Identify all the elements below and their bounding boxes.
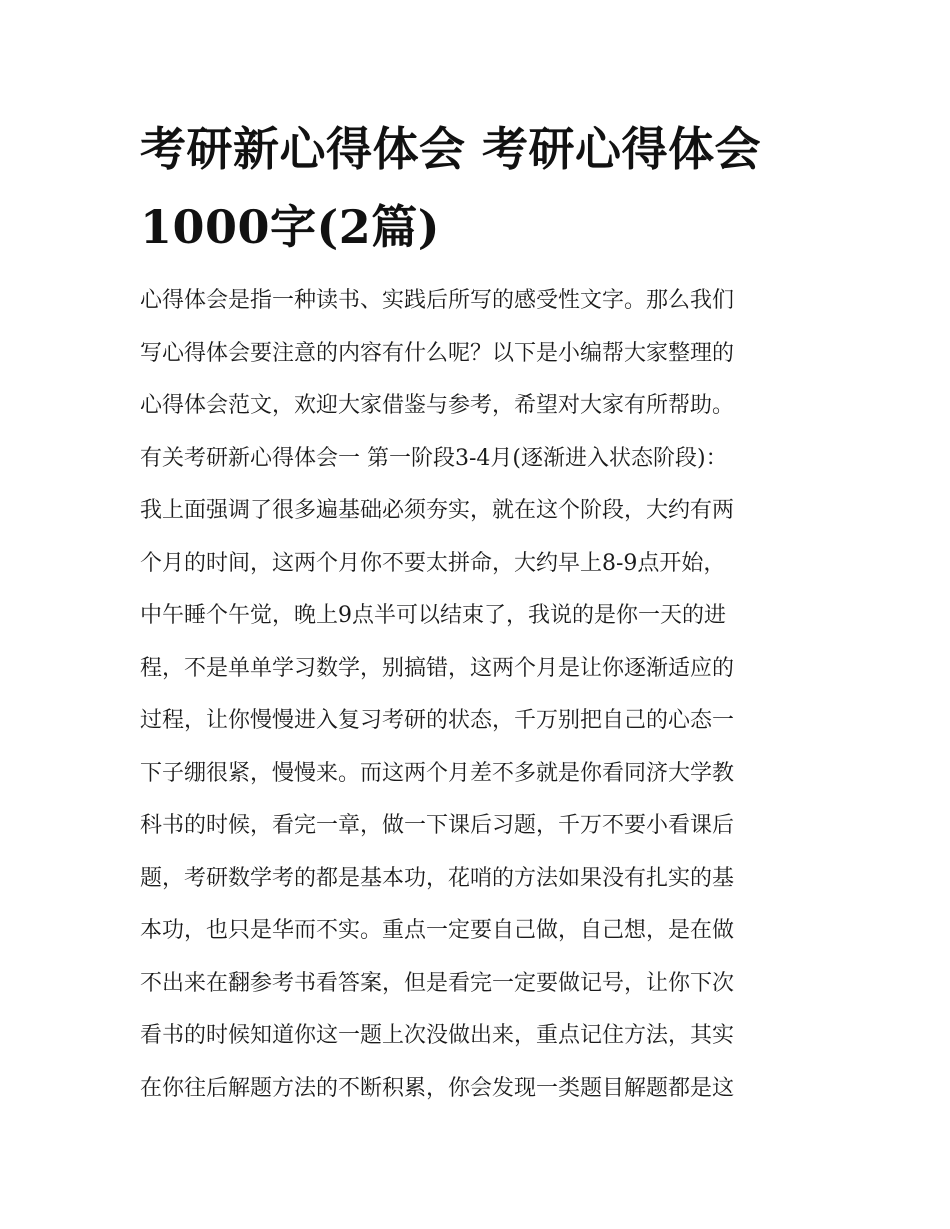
body-text-line: 我上面强调了很多遍基础必须夯实，就在这个阶段，大约有两 xyxy=(140,498,735,523)
body-text-line: 看书的时候知道你这一题上次没做出来，重点记住方法，其实 xyxy=(140,1023,735,1048)
document-body xyxy=(140,279,820,1119)
body-text-line: 个月的时间，这两个月你不要太拼命，大约早上8-9点开始， xyxy=(140,550,726,576)
body-text-line: 科书的时候，看完一章，做一下课后习题，千万不要小看课后 xyxy=(140,813,735,838)
body-text-line: 题，考研数学考的都是基本功，花哨的方法如果没有扎实的基 xyxy=(140,865,735,891)
body-text-line: 心得体会是指一种读书、实践后所写的感受性文字。那么我们 xyxy=(140,288,735,313)
body-text-line: 在你往后解题方法的不断积累，你会发现一类题目解题都是这 xyxy=(140,1075,735,1101)
body-text-line: 程，不是单单学习数学，别搞错，这两个月是让你逐渐适应的 xyxy=(140,655,735,681)
document-title xyxy=(140,110,840,266)
title-line-2: 1000字(2篇) xyxy=(140,200,441,254)
body-text-line: 不出来在翻参考书看答案，但是看完一定要做记号，让你下次 xyxy=(140,970,735,996)
body-text-line: 本功，也只是华而不实。重点一定要自己做，自己想，是在做 xyxy=(140,918,735,943)
body-text-line: 下子绷很紧，慢慢来。而这两个月差不多就是你看同济大学教 xyxy=(140,760,735,786)
body-text-line: 心得体会范文，欢迎大家借鉴与参考，希望对大家有所帮助。 xyxy=(140,393,735,418)
body-text-line: 写心得体会要注意的内容有什么呢？以下是小编帮大家整理的 xyxy=(140,340,735,366)
body-text-line: 有关考研新心得体会一 第一阶段3-4月(逐渐进入状态阶段)： xyxy=(140,445,728,471)
body-text-line: 过程，让你慢慢进入复习考研的状态，千万别把自己的心态一 xyxy=(140,708,735,733)
title-line-1: 考研新心得体会 考研心得体会 xyxy=(140,122,762,176)
body-text-line: 中午睡个午觉，晚上9点半可以结束了，我说的是你一天的进 xyxy=(140,603,726,628)
